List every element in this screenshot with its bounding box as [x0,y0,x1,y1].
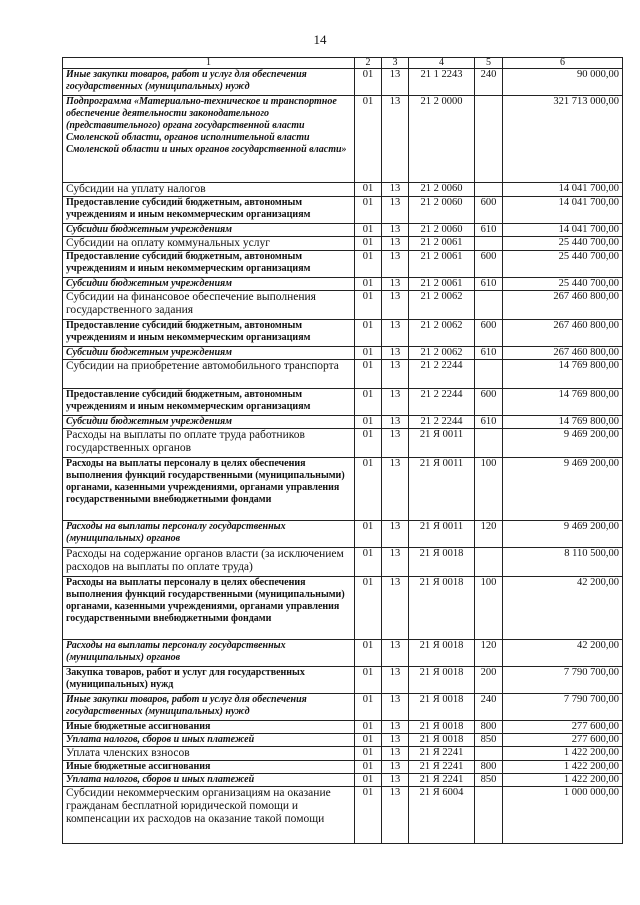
row-amount-cell: 1 422 200,00 [503,761,623,774]
row-section-cell: 01 [355,640,382,667]
row-subsection-cell: 13 [382,747,409,761]
row-section-cell: 01 [355,96,382,183]
row-target-article-cell: 21 Я 6004 [409,787,475,844]
row-name-cell: Предоставление субсидий бюджетным, автономным учреждениям и иным некоммерческим организациям [63,320,355,347]
row-subsection-cell: 13 [382,278,409,291]
row-section-cell: 01 [355,197,382,224]
row-amount-cell: 14 769 800,00 [503,389,623,416]
row-expense-type-cell: 610 [475,278,503,291]
row-target-article-cell: 21 2 2244 [409,360,475,389]
row-subsection-cell: 13 [382,251,409,278]
row-expense-type-cell: 800 [475,761,503,774]
row-section-cell: 01 [355,429,382,458]
row-expense-type-cell: 800 [475,721,503,734]
row-target-article-cell: 21 Я 2241 [409,747,475,761]
row-subsection-cell: 13 [382,389,409,416]
row-target-article-cell: 21 2 0061 [409,251,475,278]
row-target-article-cell: 21 Я 0011 [409,429,475,458]
row-name-cell: Субсидии бюджетным учреждениям [63,416,355,429]
table-row [63,747,623,761]
row-expense-type-cell: 600 [475,320,503,347]
row-section-cell: 01 [355,183,382,197]
row-target-article-cell: 21 2 0061 [409,278,475,291]
row-section-cell: 01 [355,291,382,320]
row-expense-type-cell [475,747,503,761]
row-subsection-cell: 13 [382,458,409,521]
row-expense-type-cell: 240 [475,694,503,721]
row-amount-cell: 7 790 700,00 [503,694,623,721]
table-row [63,237,623,251]
row-name-cell: Расходы на выплаты персоналу государственных (муниципальных) органов [63,521,355,548]
table-row [63,320,623,347]
row-name-cell: Расходы на выплаты персоналу государственных (муниципальных) органов [63,640,355,667]
row-amount-cell: 7 790 700,00 [503,667,623,694]
row-amount-cell: 277 600,00 [503,734,623,747]
table-row [63,278,623,291]
row-name-cell: Субсидии бюджетным учреждениям [63,278,355,291]
row-expense-type-cell: 100 [475,458,503,521]
row-expense-type-cell: 600 [475,389,503,416]
row-target-article-cell: 21 Я 0018 [409,548,475,577]
table-row [63,721,623,734]
row-amount-cell: 42 200,00 [503,577,623,640]
row-subsection-cell: 13 [382,183,409,197]
row-section-cell: 01 [355,416,382,429]
column-header-4: 4 [409,58,475,69]
row-amount-cell: 1 000 000,00 [503,787,623,844]
row-subsection-cell: 13 [382,416,409,429]
row-amount-cell: 14 041 700,00 [503,224,623,237]
row-section-cell: 01 [355,577,382,640]
row-amount-cell: 267 460 800,00 [503,347,623,360]
row-target-article-cell: 21 Я 0011 [409,458,475,521]
row-target-article-cell: 21 2 0062 [409,291,475,320]
row-target-article-cell: 21 2 0062 [409,320,475,347]
row-name-cell: Субсидии некоммерческим организациям на оказание гражданам бесплатной юридической помощи и компенсации их расходов на оказание такой помощи [63,787,355,844]
row-subsection-cell: 13 [382,667,409,694]
row-name-cell: Субсидии бюджетным учреждениям [63,224,355,237]
table-row [63,389,623,416]
row-target-article-cell: 21 2 0060 [409,224,475,237]
row-amount-cell: 25 440 700,00 [503,278,623,291]
row-subsection-cell: 13 [382,224,409,237]
row-subsection-cell: 13 [382,69,409,96]
row-expense-type-cell: 850 [475,774,503,787]
row-amount-cell: 1 422 200,00 [503,774,623,787]
row-section-cell: 01 [355,224,382,237]
row-target-article-cell: 21 2 2244 [409,416,475,429]
row-subsection-cell: 13 [382,548,409,577]
row-name-cell: Иные закупки товаров, работ и услуг для обеспечения государственных (муниципальных) нужд [63,694,355,721]
column-header-2: 2 [355,58,382,69]
table-row [63,347,623,360]
row-section-cell: 01 [355,389,382,416]
row-name-cell: Субсидии на уплату налогов [63,183,355,197]
table-row [63,183,623,197]
row-name-cell: Расходы на содержание органов власти (за исключением расходов на выплаты по оплате труда) [63,548,355,577]
row-expense-type-cell: 200 [475,667,503,694]
row-name-cell: Предоставление субсидий бюджетным, автономным учреждениям и иным некоммерческим организациям [63,251,355,278]
row-target-article-cell: 21 Я 2241 [409,761,475,774]
row-subsection-cell: 13 [382,237,409,251]
row-target-article-cell: 21 Я 0011 [409,521,475,548]
row-name-cell: Предоставление субсидий бюджетным, автономным учреждениям и иным некоммерческим организациям [63,197,355,224]
table-row [63,69,623,96]
row-target-article-cell: 21 2 0060 [409,183,475,197]
row-amount-cell: 90 000,00 [503,69,623,96]
row-expense-type-cell [475,787,503,844]
row-target-article-cell: 21 Я 0018 [409,667,475,694]
row-name-cell: Уплата членских взносов [63,747,355,761]
page-number: 14 [313,32,327,47]
row-section-cell: 01 [355,278,382,291]
table-row [63,734,623,747]
row-expense-type-cell: 100 [475,577,503,640]
row-name-cell: Подпрограмма «Материально-техническое и транспортное обеспечение деятельности законодательного (представительного) органа государственной власти Смоленской области, органов исполнительной власти Смоленской области и иных органов государственной власти» [63,96,355,183]
table-row [63,548,623,577]
table-row [63,197,623,224]
row-amount-cell: 25 440 700,00 [503,237,623,251]
row-section-cell: 01 [355,320,382,347]
table-row [63,96,623,183]
row-section-cell: 01 [355,747,382,761]
row-subsection-cell: 13 [382,291,409,320]
row-amount-cell: 277 600,00 [503,721,623,734]
table-row [63,224,623,237]
row-subsection-cell: 13 [382,721,409,734]
table-row [63,577,623,640]
row-section-cell: 01 [355,667,382,694]
row-subsection-cell: 13 [382,96,409,183]
row-subsection-cell: 13 [382,761,409,774]
row-name-cell: Уплата налогов, сборов и иных платежей [63,774,355,787]
table-row [63,429,623,458]
column-header-5: 5 [475,58,503,69]
row-expense-type-cell [475,291,503,320]
row-target-article-cell: 21 1 2243 [409,69,475,96]
row-amount-cell: 14 769 800,00 [503,360,623,389]
row-target-article-cell: 21 Я 0018 [409,734,475,747]
row-subsection-cell: 13 [382,347,409,360]
row-name-cell: Закупка товаров, работ и услуг для государственных (муниципальных) нужд [63,667,355,694]
row-section-cell: 01 [355,721,382,734]
table-row [63,787,623,844]
row-name-cell: Предоставление субсидий бюджетным, автономным учреждениям и иным некоммерческим организациям [63,389,355,416]
row-section-cell: 01 [355,360,382,389]
budget-table [62,57,623,844]
row-section-cell: 01 [355,548,382,577]
row-amount-cell: 9 469 200,00 [503,521,623,548]
table-row [63,291,623,320]
row-name-cell: Субсидии на финансовое обеспечение выполнения государственного задания [63,291,355,320]
row-subsection-cell: 13 [382,320,409,347]
row-section-cell: 01 [355,521,382,548]
row-amount-cell: 267 460 800,00 [503,320,623,347]
row-target-article-cell: 21 Я 2241 [409,774,475,787]
row-amount-cell: 8 110 500,00 [503,548,623,577]
table-row [63,640,623,667]
table-row [63,360,623,389]
column-header-3: 3 [382,58,409,69]
row-section-cell: 01 [355,347,382,360]
row-expense-type-cell: 120 [475,640,503,667]
row-section-cell: 01 [355,251,382,278]
table-row [63,667,623,694]
row-target-article-cell: 21 2 0000 [409,96,475,183]
row-name-cell: Расходы на выплаты персоналу в целях обеспечения выполнения функций государственными (муниципальными) органами, казенными учреждениями, органами управления государственными внебюджетными фондами [63,458,355,521]
row-subsection-cell: 13 [382,774,409,787]
row-subsection-cell: 13 [382,734,409,747]
row-name-cell: Уплата налогов, сборов и иных платежей [63,734,355,747]
row-amount-cell: 1 422 200,00 [503,747,623,761]
row-subsection-cell: 13 [382,577,409,640]
row-expense-type-cell: 610 [475,347,503,360]
row-name-cell: Иные бюджетные ассигнования [63,721,355,734]
row-amount-cell: 267 460 800,00 [503,291,623,320]
row-expense-type-cell [475,429,503,458]
row-section-cell: 01 [355,458,382,521]
row-subsection-cell: 13 [382,787,409,844]
column-header-1: 1 [63,58,355,69]
table-row [63,416,623,429]
row-target-article-cell: 21 Я 0018 [409,721,475,734]
row-section-cell: 01 [355,774,382,787]
row-subsection-cell: 13 [382,429,409,458]
row-amount-cell: 14 041 700,00 [503,183,623,197]
row-expense-type-cell: 600 [475,197,503,224]
row-amount-cell: 42 200,00 [503,640,623,667]
row-expense-type-cell: 610 [475,416,503,429]
row-target-article-cell: 21 2 2244 [409,389,475,416]
row-expense-type-cell: 240 [475,69,503,96]
row-expense-type-cell [475,96,503,183]
row-target-article-cell: 21 Я 0018 [409,577,475,640]
row-target-article-cell: 21 2 0060 [409,197,475,224]
row-expense-type-cell [475,548,503,577]
row-amount-cell: 25 440 700,00 [503,251,623,278]
table-row [63,694,623,721]
row-target-article-cell: 21 Я 0018 [409,640,475,667]
row-subsection-cell: 13 [382,640,409,667]
row-expense-type-cell: 600 [475,251,503,278]
table-row [63,251,623,278]
row-section-cell: 01 [355,237,382,251]
row-name-cell: Иные бюджетные ассигнования [63,761,355,774]
table-row [63,761,623,774]
table-row [63,458,623,521]
row-target-article-cell: 21 2 0062 [409,347,475,360]
row-name-cell: Субсидии на приобретение автомобильного транспорта [63,360,355,389]
row-amount-cell: 9 469 200,00 [503,458,623,521]
row-amount-cell: 9 469 200,00 [503,429,623,458]
row-name-cell: Расходы на выплаты персоналу в целях обеспечения выполнения функций государственными (муниципальными) органами, казенными учреждениями, органами управления государственными внебюджетными фондами [63,577,355,640]
row-section-cell: 01 [355,761,382,774]
row-subsection-cell: 13 [382,694,409,721]
table-row [63,521,623,548]
table-row [63,774,623,787]
row-subsection-cell: 13 [382,360,409,389]
row-target-article-cell: 21 Я 0018 [409,694,475,721]
row-name-cell: Расходы на выплаты по оплате труда работников государственных органов [63,429,355,458]
row-expense-type-cell: 850 [475,734,503,747]
row-name-cell: Субсидии на оплату коммунальных услуг [63,237,355,251]
row-amount-cell: 14 041 700,00 [503,197,623,224]
row-subsection-cell: 13 [382,521,409,548]
row-expense-type-cell: 610 [475,224,503,237]
row-section-cell: 01 [355,734,382,747]
row-target-article-cell: 21 2 0061 [409,237,475,251]
row-section-cell: 01 [355,787,382,844]
row-subsection-cell: 13 [382,197,409,224]
row-expense-type-cell [475,360,503,389]
row-amount-cell: 14 769 800,00 [503,416,623,429]
row-section-cell: 01 [355,69,382,96]
table-header-row [63,58,623,69]
column-header-6: 6 [503,58,623,69]
row-name-cell: Субсидии бюджетным учреждениям [63,347,355,360]
row-expense-type-cell: 120 [475,521,503,548]
row-amount-cell: 321 713 000,00 [503,96,623,183]
row-expense-type-cell [475,183,503,197]
row-section-cell: 01 [355,694,382,721]
row-name-cell: Иные закупки товаров, работ и услуг для обеспечения государственных (муниципальных) нужд [63,69,355,96]
row-expense-type-cell [475,237,503,251]
